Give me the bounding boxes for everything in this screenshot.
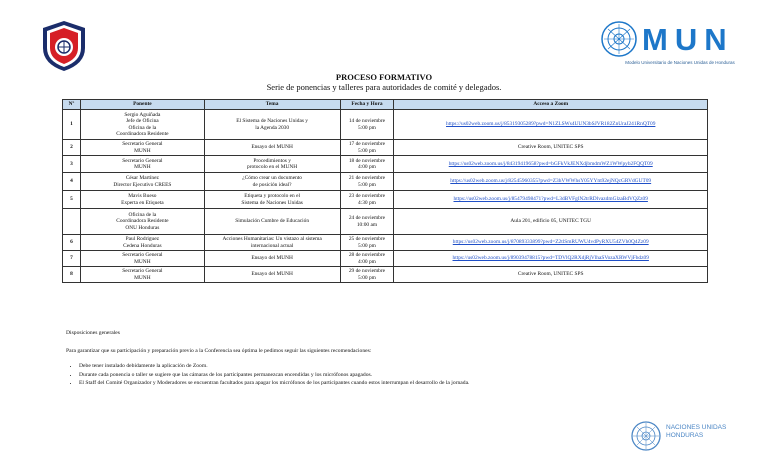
date-cell: 24 de noviembre 10:00 am xyxy=(340,209,394,235)
topic-cell: Etiqueta y protocolo en el Sistema de Naciones Unidas xyxy=(204,191,340,209)
row-number xyxy=(63,209,81,235)
table-row xyxy=(63,191,708,209)
zoom-link[interactable]: https://us02web.zoom.us/j/82545960355?pwd=Z3hVWWhsY05YYm92ejNQcGRVdGUT09 xyxy=(394,173,708,191)
speaker-cell: Mavis Bueso Experta en Etiqueta xyxy=(80,191,204,209)
date-cell: 29 de noviembre 5:00 pm xyxy=(340,267,394,283)
location-cell: Creative Room, UNITEC SPS xyxy=(394,140,708,156)
un-emblem-icon xyxy=(600,20,638,58)
header-date: Fecha y Hora xyxy=(340,100,394,110)
list-item: • Debe tener instalado debidamente la aplicación de Zoom. xyxy=(79,363,469,369)
mun-logo-subtitle: Modelo Universitario de Naciones Unidas de Honduras xyxy=(625,60,735,65)
table-row xyxy=(63,209,708,235)
date-cell: 18 de noviembre 4:00 pm xyxy=(340,156,394,173)
table-row xyxy=(63,235,708,251)
row-number: 8 xyxy=(63,267,81,283)
row-number: 7 xyxy=(63,251,81,267)
date-cell: 14 de noviembre 5:00 pm xyxy=(340,110,394,140)
zoom-link[interactable]: https://us02web.zoom.us/j/87089333899?pwd=Z2tlSmRUWU4vdPyRXU54ZVh0Q4Zz09 xyxy=(394,235,708,251)
row-number: 2 xyxy=(63,140,81,156)
date-cell: 25 de noviembre 5:00 pm xyxy=(340,235,394,251)
un-logo-line1: NACIONES UNIDAS xyxy=(666,424,727,431)
zoom-link[interactable]: https://us02web.zoom.us/j/84319419658?pwd=bGFkVkJENXdjbmdmWZ1WWpyb2FQQT09 xyxy=(394,156,708,173)
table-header-row xyxy=(63,100,708,110)
row-number: 6 xyxy=(63,235,81,251)
topic-cell: Procedimientos y protocolo en el MUNH xyxy=(204,156,340,173)
speaker-cell: Secretario General MUNH xyxy=(80,251,204,267)
location-cell: Aula 201, edificio 05, UNITEC TGU xyxy=(394,209,708,235)
list-item: • Durante cada ponencia o taller se sugiere que las cámaras de los participantes permanezcan encendidas y los micrófonos apagados. xyxy=(79,372,469,378)
un-logo-line2: HONDURAS xyxy=(666,432,704,440)
row-number: 3 xyxy=(63,156,81,173)
un-honduras-logo-text xyxy=(666,424,726,440)
date-cell: 28 de noviembre 4:00 pm xyxy=(340,251,394,267)
speaker-cell: Sergio Aguiñada Jefe de Oficina Oficina de la Coordinadora Residente xyxy=(80,110,204,140)
row-number: 5 xyxy=(63,191,81,209)
speaker-cell: Secretario General MUNH xyxy=(80,140,204,156)
list-item: • El Staff del Comité Organizador y Moderadores se encuentran facultados para apagar los micrófonos de los participantes cuando estos interrumpan el desarrollo de la jornada. xyxy=(79,380,469,386)
header-topic: Tema xyxy=(204,100,340,110)
mun-logo xyxy=(598,20,758,72)
table-row xyxy=(63,110,708,140)
table-row xyxy=(63,140,708,156)
row-number: 4 xyxy=(63,173,81,191)
table-row xyxy=(63,173,708,191)
provisions-heading: Disposiciones generales xyxy=(66,330,120,336)
topic-cell: Ensayo del MUNH xyxy=(204,140,340,156)
date-cell: 23 de noviembre 4:30 pm xyxy=(340,191,394,209)
document-title: PROCESO FORMATIVO xyxy=(335,72,433,82)
zoom-link[interactable]: https://us02web.zoom.us/j/85479498471?pwd=L3dBVFglN2trRDlvazdmGlzaBdVQZz09 xyxy=(394,191,708,209)
provisions-intro: Para garantizar que su participación y preparación previo a la Conferencia sea óptima le pedimos seguir las siguientes recomendaciones: xyxy=(66,348,372,354)
table-row xyxy=(63,156,708,173)
date-cell: 21 de noviembre 5:00 pm xyxy=(340,173,394,191)
speaker-cell: Oficina de la Coordinadora Residente ONU Honduras xyxy=(80,209,204,235)
mun-logo-text: MUN xyxy=(642,22,734,57)
topic-cell: El Sistema de Naciones Unidas y la Agenda 2030 xyxy=(204,110,340,140)
header-speaker: Ponente xyxy=(80,100,204,110)
speaker-cell: César Martínez Director Ejecutivo CREES xyxy=(80,173,204,191)
table-row xyxy=(63,267,708,283)
header-access: Acceso a Zoom xyxy=(394,100,708,110)
speaker-cell: Secretario General MUNH xyxy=(80,267,204,283)
speaker-cell: Paul Rodriguez Cedena Honduras xyxy=(80,235,204,251)
topic-cell: Ensayo del MUNH xyxy=(204,251,340,267)
provisions-list xyxy=(66,363,469,389)
header-number: Nº xyxy=(63,100,81,110)
topic-cell: Acciones Humanitarias: Un vistazo al sistema internacional actual xyxy=(204,235,340,251)
topic-cell: Simulación Cumbre de Educación xyxy=(204,209,340,235)
date-cell: 17 de noviembre 5:00 pm xyxy=(340,140,394,156)
table-row xyxy=(63,251,708,267)
zoom-link[interactable]: https://us02web.zoom.us/j/89039478815?pwd=TDVlQ2RXdjRjVlhaSVozaXRWVjFhdz09 xyxy=(394,251,708,267)
document-subtitle: Serie de ponencias y talleres para autoridades de comité y delegados. xyxy=(266,82,502,92)
topic-cell: Ensayo del MUNH xyxy=(204,267,340,283)
location-cell: Creative Room, UNITEC SPS xyxy=(394,267,708,283)
speaker-cell: Secretario General MUNH xyxy=(80,156,204,173)
topic-cell: ¿Cómo crear un documento de posición ideal? xyxy=(204,173,340,191)
un-emblem-icon xyxy=(630,420,662,452)
schedule-table xyxy=(62,99,708,283)
row-number: 1 xyxy=(63,110,81,140)
munh-shield-logo xyxy=(41,20,87,72)
zoom-link[interactable]: https://us02web.zoom.us/j/85319305289?pwd=N1ZLSWs4UUN3bSJVR182ZnUraJ241RnQT09 xyxy=(394,110,708,140)
